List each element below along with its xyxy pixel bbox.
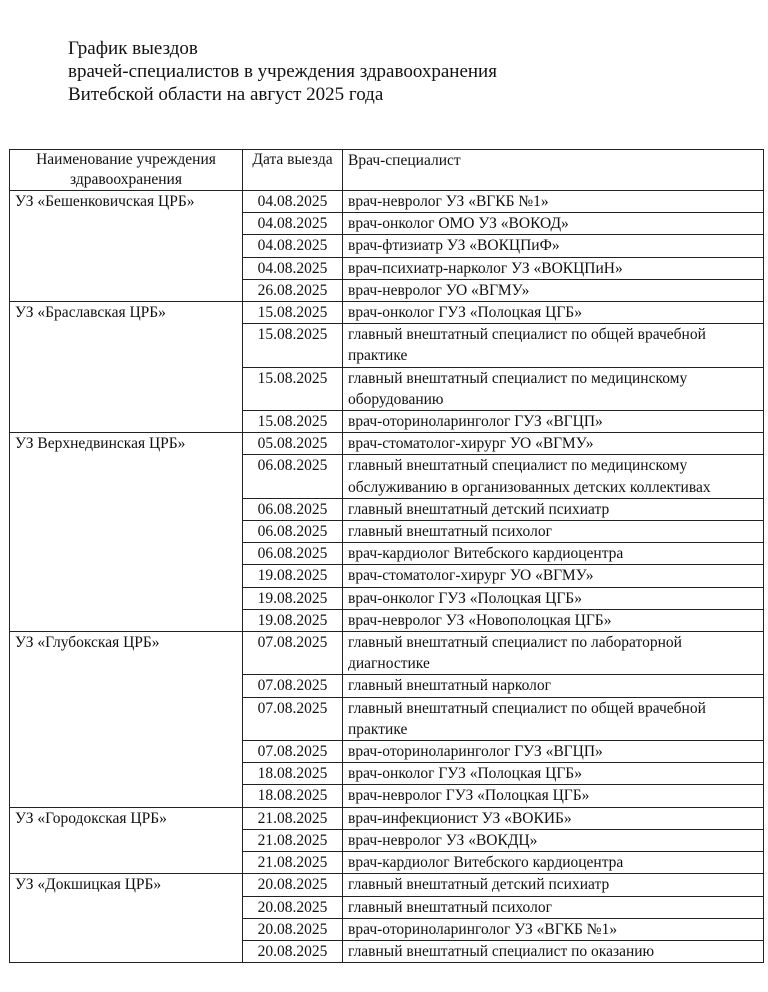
specialist-cell: главный внештатный специалист по лабораторной диагностике — [343, 632, 764, 675]
visit-date-cell: 19.08.2025 — [243, 587, 343, 609]
specialist-cell: врач-невролог УЗ «Новополоцкая ЦГБ» — [343, 609, 764, 631]
visit-date-cell: 20.08.2025 — [243, 896, 343, 918]
table-header-row — [10, 150, 764, 191]
specialist-cell: врач-онколог ОМО УЗ «ВОКОД» — [343, 213, 764, 235]
document-title — [68, 37, 497, 106]
visit-date-cell: 05.08.2025 — [243, 433, 343, 455]
institution-cell: УЗ «Бешенковичская ЦРБ» — [10, 191, 243, 302]
table-row — [10, 302, 764, 324]
visit-date-cell: 04.08.2025 — [243, 257, 343, 279]
visit-date-cell: 07.08.2025 — [243, 697, 343, 740]
institution-cell: УЗ «Глубокская ЦРБ» — [10, 632, 243, 808]
header-institution: Наименование учреждения здравоохранения — [10, 150, 243, 191]
title-line-1: График выездов — [68, 38, 198, 59]
specialist-cell: главный внештатный специалист по общей врачебной практике — [343, 324, 764, 367]
specialist-cell: главный внештатный нарколог — [343, 675, 764, 697]
visit-date-cell: 19.08.2025 — [243, 609, 343, 631]
specialist-cell: врач-стоматолог-хирург УО «ВГМУ» — [343, 565, 764, 587]
visit-date-cell: 21.08.2025 — [243, 829, 343, 851]
specialist-cell: врач-кардиолог Витебского кардиоцентра — [343, 852, 764, 874]
specialist-cell: врач-онколог ГУЗ «Полоцкая ЦГБ» — [343, 587, 764, 609]
visit-date-cell: 20.08.2025 — [243, 940, 343, 962]
visit-date-cell: 18.08.2025 — [243, 763, 343, 785]
specialist-cell: врач-фтизиатр УЗ «ВОКЦПиФ» — [343, 235, 764, 257]
institution-cell: УЗ «Браславская ЦРБ» — [10, 302, 243, 433]
institution-cell: УЗ «Городокская ЦРБ» — [10, 807, 243, 874]
specialist-cell: врач-кардиолог Витебского кардиоцентра — [343, 543, 764, 565]
visit-date-cell: 06.08.2025 — [243, 498, 343, 520]
header-date: Дата выезда — [243, 150, 343, 191]
specialist-cell: главный внештатный детский психиатр — [343, 498, 764, 520]
specialist-cell: главный внештатный специалист по оказанию — [343, 940, 764, 962]
specialist-cell: врач-оториноларинголог ГУЗ «ВГЦП» — [343, 741, 764, 763]
visit-date-cell: 18.08.2025 — [243, 785, 343, 807]
visit-date-cell: 06.08.2025 — [243, 521, 343, 543]
specialist-cell: врач-невролог ГУЗ «Полоцкая ЦГБ» — [343, 785, 764, 807]
table-row — [10, 433, 764, 455]
specialist-cell: врач-инфекционист УЗ «ВОКИБ» — [343, 807, 764, 829]
table-row — [10, 191, 764, 213]
visit-date-cell: 07.08.2025 — [243, 675, 343, 697]
visit-date-cell: 19.08.2025 — [243, 565, 343, 587]
specialist-cell: главный внештатный специалист по общей врачебной практике — [343, 697, 764, 740]
specialist-cell: главный внештатный психолог — [343, 521, 764, 543]
visit-date-cell: 06.08.2025 — [243, 543, 343, 565]
header-specialist: Врач-специалист — [343, 150, 764, 191]
specialist-cell: врач-онколог ГУЗ «Полоцкая ЦГБ» — [343, 763, 764, 785]
visit-date-cell: 26.08.2025 — [243, 279, 343, 301]
visit-date-cell: 21.08.2025 — [243, 807, 343, 829]
visit-date-cell: 15.08.2025 — [243, 411, 343, 433]
visit-date-cell: 20.08.2025 — [243, 918, 343, 940]
specialist-cell: врач-невролог УО «ВГМУ» — [343, 279, 764, 301]
visit-date-cell: 04.08.2025 — [243, 191, 343, 213]
specialist-cell: врач-невролог УЗ «ВОКДЦ» — [343, 829, 764, 851]
visit-date-cell: 20.08.2025 — [243, 874, 343, 896]
visit-date-cell: 15.08.2025 — [243, 367, 343, 410]
table-row — [10, 807, 764, 829]
specialist-cell: главный внештатный детский психиатр — [343, 874, 764, 896]
visit-date-cell: 04.08.2025 — [243, 213, 343, 235]
title-line-3: Витебской области на август 2025 года — [68, 84, 384, 105]
specialist-cell: врач-онколог ГУЗ «Полоцкая ЦГБ» — [343, 302, 764, 324]
title-line-2: врачей-специалистов в учреждения здравоохранения — [68, 61, 497, 82]
specialist-cell: врач-психиатр-нарколог УЗ «ВОКЦПиН» — [343, 257, 764, 279]
visit-date-cell: 06.08.2025 — [243, 455, 343, 498]
specialist-cell: главный внештатный психолог — [343, 896, 764, 918]
table-body — [10, 191, 764, 963]
specialist-cell: главный внештатный специалист по медицинскому обслуживанию в организованных детских коллективах — [343, 455, 764, 498]
table-row — [10, 874, 764, 896]
specialist-cell: врач-невролог УЗ «ВГКБ №1» — [343, 191, 764, 213]
visit-date-cell: 15.08.2025 — [243, 302, 343, 324]
schedule-table — [9, 149, 764, 963]
specialist-cell: врач-стоматолог-хирург УО «ВГМУ» — [343, 433, 764, 455]
visit-date-cell: 07.08.2025 — [243, 632, 343, 675]
institution-cell: УЗ Верхнедвинская ЦРБ» — [10, 433, 243, 632]
specialist-cell: врач-оториноларинголог УЗ «ВГКБ №1» — [343, 918, 764, 940]
visit-date-cell: 21.08.2025 — [243, 852, 343, 874]
specialist-cell: врач-оториноларинголог ГУЗ «ВГЦП» — [343, 411, 764, 433]
institution-cell: УЗ «Докшицкая ЦРБ» — [10, 874, 243, 963]
visit-date-cell: 07.08.2025 — [243, 741, 343, 763]
table-row — [10, 632, 764, 675]
visit-date-cell: 15.08.2025 — [243, 324, 343, 367]
specialist-cell: главный внештатный специалист по медицинскому оборудованию — [343, 367, 764, 410]
visit-date-cell: 04.08.2025 — [243, 235, 343, 257]
